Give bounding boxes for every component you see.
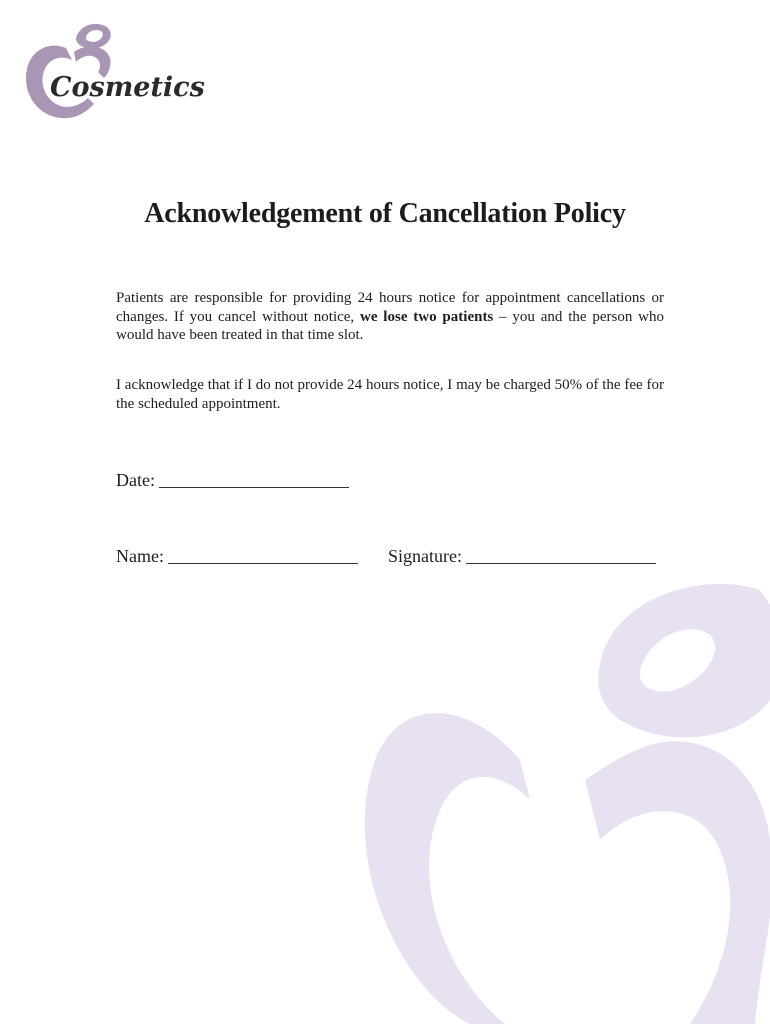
date-label: Date: (116, 470, 155, 490)
apple-logo-icon (18, 18, 205, 128)
signature-line[interactable] (466, 562, 656, 564)
name-signature-line[interactable] (168, 562, 358, 564)
signature-field[interactable] (388, 546, 656, 567)
policy-text-before: Patients are responsible for providing 24 hours notice for appointment cancellations or changes. If you cancel without notice, (116, 290, 664, 325)
page-title: Acknowledgement of Cancellation Policy (144, 198, 626, 229)
date-signature-line[interactable] (159, 486, 349, 488)
policy-text-after: – you and the person who would have been treated in that time slot. (116, 308, 664, 343)
date-field[interactable] (116, 470, 349, 491)
signature-label: Signature: (388, 546, 462, 566)
name-field[interactable] (116, 546, 358, 567)
policy-paragraph (116, 289, 664, 345)
logo-brand-text: Cosmetics (50, 72, 205, 103)
policy-emphasis: we lose two patients (360, 308, 494, 325)
acknowledgement-paragraph: I acknowledge that if I do not provide 24 hours notice, I may be charged 50% of the fee for the scheduled appointment. (116, 377, 664, 412)
name-label: Name: (116, 546, 164, 566)
